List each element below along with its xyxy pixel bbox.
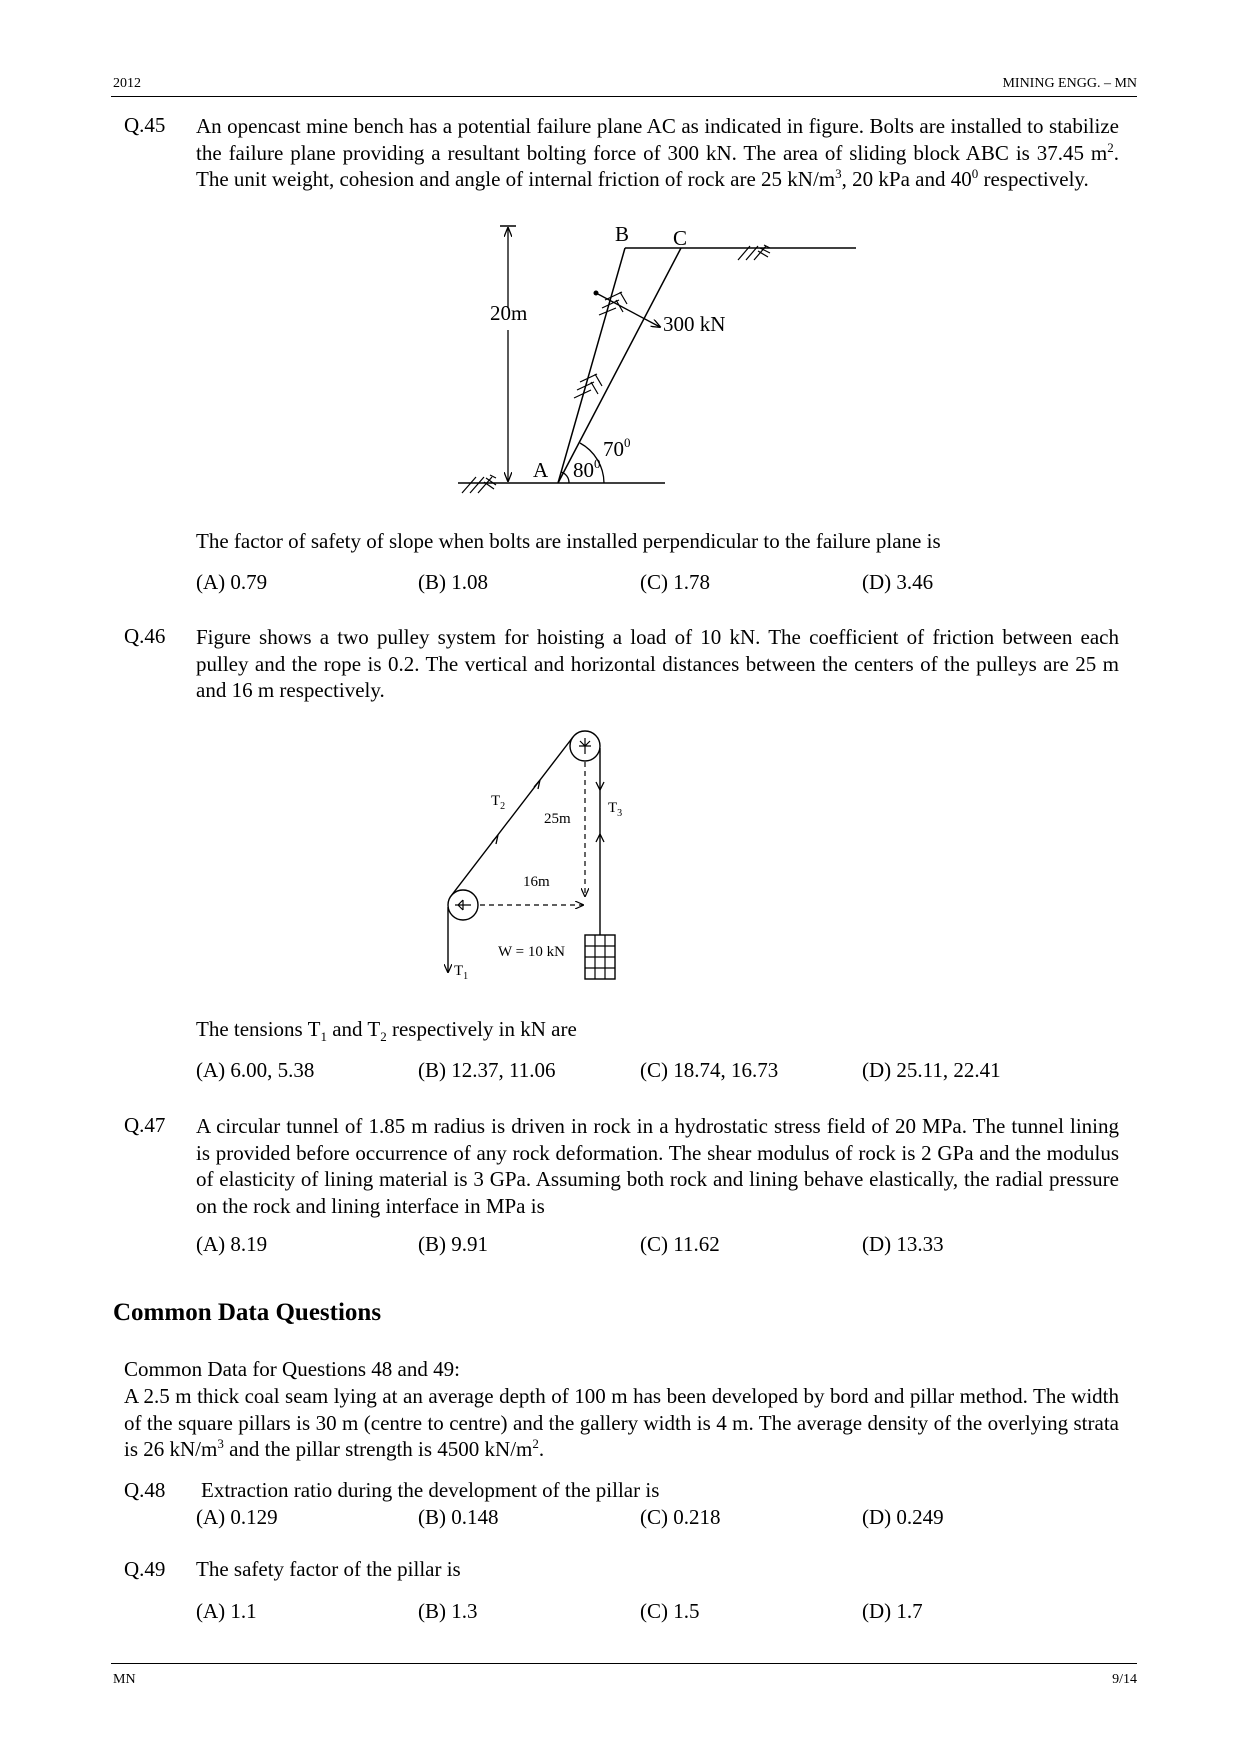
option-d: (D) 13.33 <box>862 1232 944 1256</box>
option-c: (C) 1.5 <box>640 1599 700 1623</box>
question-number: Q.49 <box>124 1557 166 1581</box>
vertical-distance-label: 25m <box>544 811 571 827</box>
option-d: (D) 0.249 <box>862 1505 944 1529</box>
angle-80-label: $80^0$ <box>573 456 601 482</box>
tension-t3-label: $T_3$ <box>608 800 623 819</box>
footer-rule <box>111 1663 1137 1664</box>
option-c: (C) 1.78 <box>640 570 710 594</box>
header-subject: MINING ENGG. – MN <box>1002 76 1137 91</box>
question-number: Q.46 <box>124 624 166 648</box>
option-d: (D) 25.11, 22.41 <box>862 1058 1001 1082</box>
option-a: (A) 6.00, 5.38 <box>196 1058 315 1082</box>
question-number: Q.48 <box>124 1478 166 1502</box>
tension-t1-label: $T_1$ <box>454 963 469 982</box>
option-a: (A) 1.1 <box>196 1599 257 1623</box>
option-c: (C) 11.62 <box>640 1232 720 1256</box>
vertex-a-label: A <box>533 458 549 482</box>
vertex-b-label: B <box>615 222 630 246</box>
option-b: (B) 1.08 <box>418 570 488 594</box>
option-a: (A) 0.129 <box>196 1505 278 1529</box>
question-text: The safety factor of the pillar is <box>196 1557 461 1581</box>
question-text: Extraction ratio during the development of the pillar is <box>201 1478 660 1502</box>
option-a: (A) 0.79 <box>196 570 268 594</box>
question-text: Figure shows a two pulley system for hoisting a load of 10 kN. The coefficient of friction between each pulley and the rope is 0.2. The vertical and horizontal distances between the centers of the pulleys are 25 m and 16 m respectively. <box>196 625 1119 702</box>
question-text: A circular tunnel of 1.85 m radius is driven in rock in a hydrostatic stress field of 20 MPa. The tunnel lining is provided before occurrence of any rock deformation. The shear modulus of rock is 2 GPa and the modulus of elasticity of lining material is 3 GPa. Assuming both rock and lining behave elastically, the radial pressure on the rock and lining interface in MPa is <box>196 1114 1119 1218</box>
load-label: W = 10 kN <box>498 944 565 960</box>
page-number: 9/14 <box>1112 1672 1137 1687</box>
section-title: Common Data Questions <box>113 1299 382 1326</box>
footer-code: MN <box>113 1672 136 1687</box>
option-d: (D) 3.46 <box>862 570 934 594</box>
option-b: (B) 0.148 <box>418 1505 499 1529</box>
option-a: (A) 8.19 <box>196 1232 268 1256</box>
option-b: (B) 1.3 <box>418 1599 478 1623</box>
pulley-system-figure <box>430 720 650 990</box>
header-rule <box>111 96 1137 97</box>
option-b: (B) 9.91 <box>418 1232 488 1256</box>
common-data-intro: Common Data for Questions 48 and 49: <box>124 1357 460 1381</box>
height-label: 20m <box>490 301 528 325</box>
question-number: Q.45 <box>124 113 166 137</box>
option-b: (B) 12.37, 11.06 <box>418 1058 556 1082</box>
vertex-c-label: C <box>673 226 688 250</box>
option-c: (C) 0.218 <box>640 1505 721 1529</box>
horizontal-distance-label: 16m <box>523 874 550 890</box>
common-data-text: A 2.5 m thick coal seam lying at an average depth of 100 m has been developed by bord and pillar method. The width of the square pillars is 30 m (centre to centre) and the gallery width is 4 m. The average density of the overlying strata is 26 $kN/m^3$ and the pillar strength is 4500 $kN/m^2$. <box>124 1384 1119 1461</box>
question-text: An opencast mine bench has a potential failure plane AC as indicated in figure. Bolts are installed to stabilize the failure plane providing a resultant bolting force of 300 kN. The area of sliding block ABC is 37.45 $m^2$. The unit weight, cohesion and angle of internal friction of rock are 25 $kN/m^3$, 20 kPa and $40^0$ respectively. <box>196 114 1119 191</box>
force-label: 300 kN <box>663 312 726 336</box>
option-c: (C) 18.74, 16.73 <box>640 1058 779 1082</box>
question-prompt: The factor of safety of slope when bolts are installed perpendicular to the failure plane is <box>196 529 941 553</box>
slope-failure-figure <box>440 220 870 510</box>
angle-70-label: $70^0$ <box>603 435 631 461</box>
question-prompt: The tensions $T_1$ and $T_2$ respectively in kN are <box>196 1017 577 1045</box>
header-year: 2012 <box>113 76 141 91</box>
tension-t2-label: $T_2$ <box>491 793 506 812</box>
question-number: Q.47 <box>124 1113 166 1137</box>
option-d: (D) 1.7 <box>862 1599 923 1623</box>
